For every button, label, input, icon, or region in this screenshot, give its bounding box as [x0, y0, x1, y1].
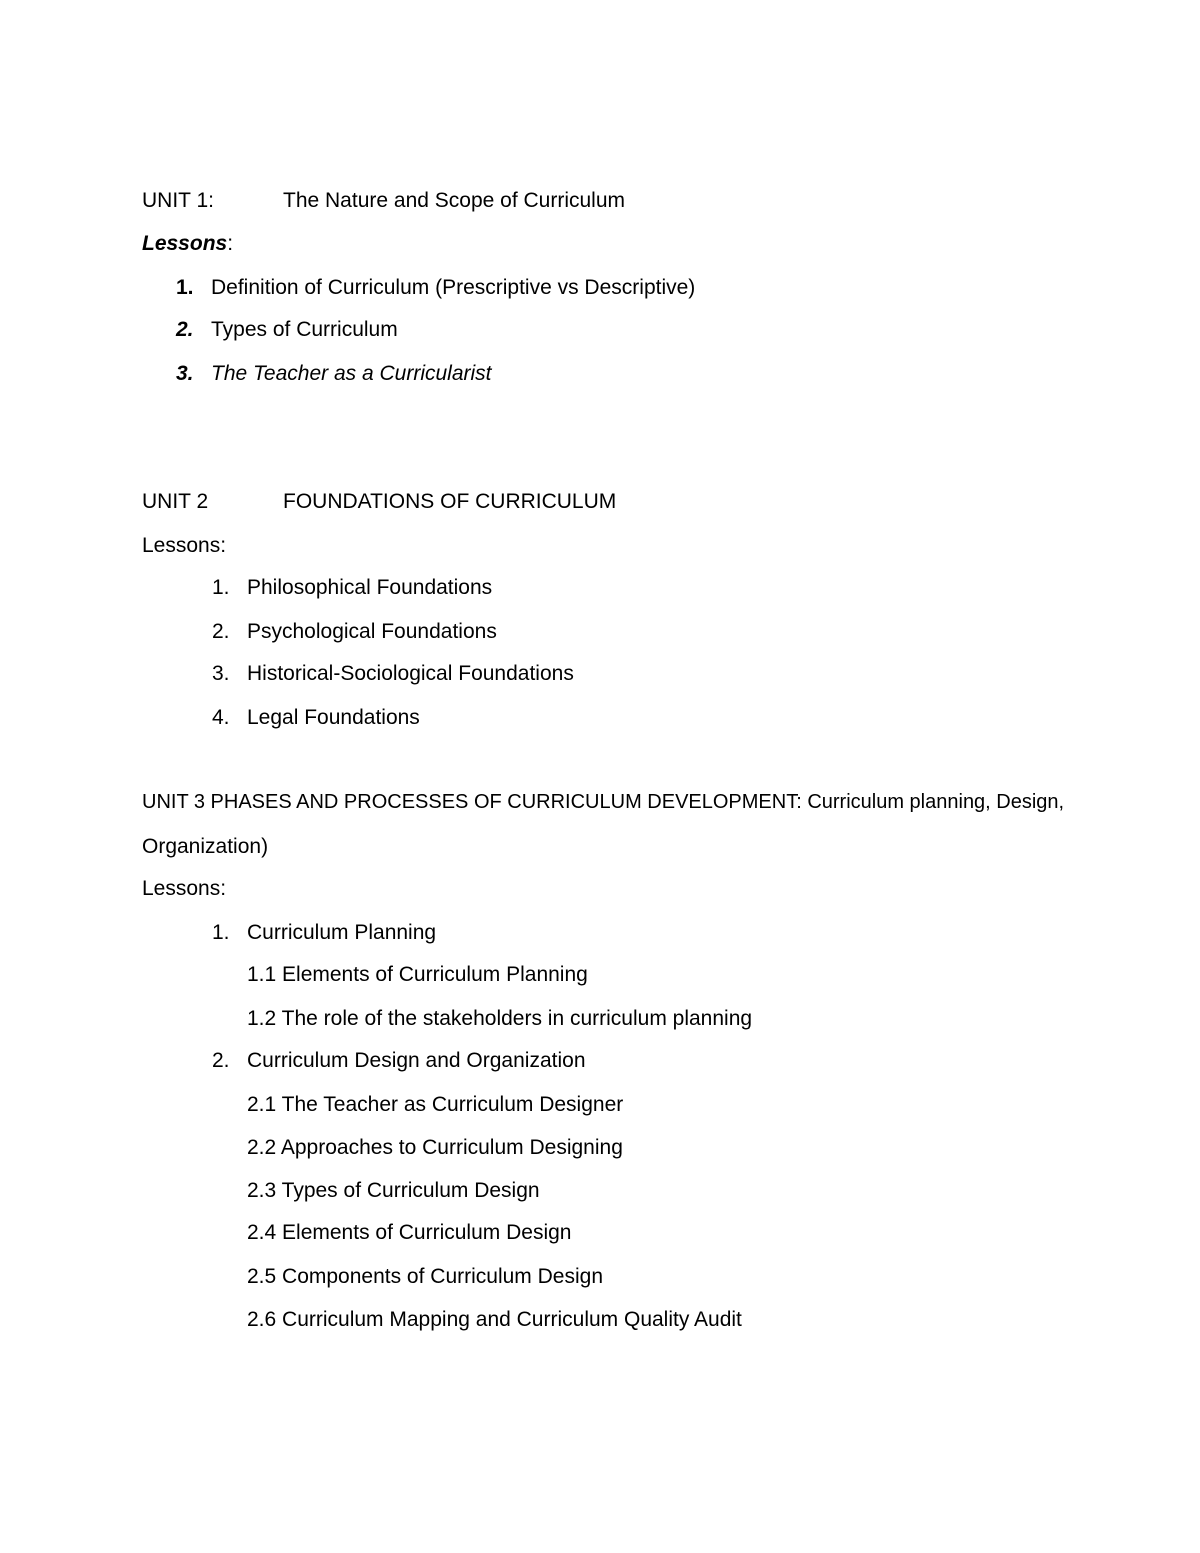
- unit2-lesson-4-number: 4.: [212, 706, 230, 729]
- unit3-title-line2: Organization): [142, 835, 269, 858]
- unit2-lesson-1-number: 1.: [212, 576, 230, 599]
- unit2-lesson-2-number: 2.: [212, 620, 230, 643]
- unit3-sublesson-2-6: 2.6 Curriculum Mapping and Curriculum Quality Audit: [247, 1308, 742, 1331]
- unit3-lesson-2-number: 2.: [212, 1049, 230, 1072]
- unit3-sublesson-2-1: 2.1 The Teacher as Curriculum Designer: [247, 1093, 624, 1116]
- unit3-sublesson-2-5: 2.5 Components of Curriculum Design: [247, 1265, 603, 1288]
- unit3-sublesson-2-4: 2.4 Elements of Curriculum Design: [247, 1221, 572, 1244]
- unit1-lesson-1-text: Definition of Curriculum (Prescriptive vs Descriptive): [211, 276, 696, 299]
- unit2-lesson-1-text: Philosophical Foundations: [247, 576, 493, 599]
- unit2-label: UNIT 2: [142, 490, 209, 513]
- unit1-lesson-2-text: Types of Curriculum: [211, 318, 398, 341]
- unit2-lesson-3-text: Historical-Sociological Foundations: [247, 662, 574, 685]
- unit2-title: FOUNDATIONS OF CURRICULUM: [283, 490, 617, 513]
- unit3-title-line1: UNIT 3 PHASES AND PROCESSES OF CURRICULUM DEVELOPMENT: Curriculum planning, Design,: [142, 791, 1065, 813]
- unit1-lesson-2-number: 2.: [176, 318, 194, 341]
- unit2-lesson-2-text: Psychological Foundations: [247, 620, 497, 643]
- unit3-sublesson-1-1: 1.1 Elements of Curriculum Planning: [247, 963, 588, 986]
- unit3-lessons-label: Lessons:: [142, 877, 227, 900]
- unit1-lessons-heading: [142, 233, 233, 254]
- unit2-lesson-3-number: 3.: [212, 662, 230, 685]
- unit2-lesson-4-text: Legal Foundations: [247, 706, 420, 729]
- unit1-lesson-1-number: 1.: [176, 276, 194, 299]
- unit1-lessons-label: Lessons: [142, 232, 228, 255]
- unit3-lesson-2-text: Curriculum Design and Organization: [247, 1049, 586, 1072]
- unit3-sublesson-1-2: 1.2 The role of the stakeholders in curriculum planning: [247, 1007, 753, 1030]
- unit1-label: UNIT 1:: [142, 189, 214, 212]
- unit2-lessons-label: Lessons:: [142, 534, 227, 557]
- unit1-lessons-colon: :: [227, 232, 234, 255]
- unit3-sublesson-2-2: 2.2 Approaches to Curriculum Designing: [247, 1136, 623, 1159]
- unit3-lesson-1-number: 1.: [212, 921, 230, 944]
- unit1-lesson-3-number: 3.: [176, 362, 194, 385]
- unit1-lesson-3-text: The Teacher as a Curricularist: [211, 362, 492, 385]
- unit3-sublesson-2-3: 2.3 Types of Curriculum Design: [247, 1179, 540, 1202]
- unit1-title: The Nature and Scope of Curriculum: [283, 189, 625, 212]
- unit3-lesson-1-text: Curriculum Planning: [247, 921, 437, 944]
